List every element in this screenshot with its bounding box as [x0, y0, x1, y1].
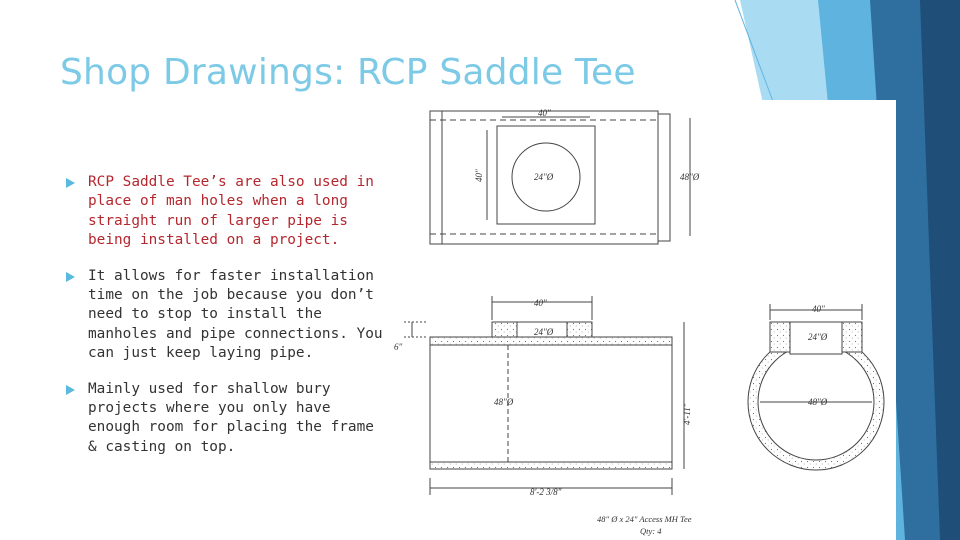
side-pipe-dia-dim: 48"Ø — [494, 397, 514, 407]
drawing-caption-qty: Qty: 4 — [640, 526, 662, 536]
bullet-arrow-icon — [66, 178, 75, 188]
bullet-text: Mainly used for shallow bury projects where you only have enough room for placing the frame & casting on top. — [88, 380, 374, 455]
shop-drawing-svg — [392, 100, 896, 540]
top-pipe-dia-dim: 48"Ø — [680, 172, 700, 182]
bullet-arrow-icon — [66, 385, 75, 395]
side-view-outline — [430, 337, 672, 469]
top-view — [430, 111, 690, 244]
slide-title: Shop Drawings: RCP Saddle Tee — [60, 52, 636, 93]
bullet-arrow-icon — [66, 272, 75, 282]
top-height-dim: 40" — [474, 169, 484, 182]
bullet-item — [66, 380, 384, 458]
side-width-dim: 40" — [534, 298, 547, 308]
side-collar-height-dim: 6" — [394, 342, 403, 352]
bullet-text: RCP Saddle Tee’s are also used in place of man holes when a long straight run of larger pipe is being installed on a project. — [88, 174, 374, 249]
end-view — [748, 304, 884, 470]
side-length-dim: 8'-2 3/8" — [530, 487, 562, 497]
side-total-height-dim: 4'-11" — [682, 403, 692, 425]
side-opening-label: 24"Ø — [534, 327, 554, 337]
end-width-dim: 40" — [812, 304, 825, 314]
shop-drawing-image — [392, 100, 896, 540]
bullet-item — [66, 173, 384, 251]
bullet-list — [66, 173, 384, 473]
bullet-text: It allows for faster installation time on the job because you don’t need to stop to install the manholes and pipe connections. You can just keep laying pipe. — [88, 267, 383, 362]
top-opening-dim: 24"Ø — [534, 172, 554, 182]
drawing-caption-title: 48" Ø x 24" Access MH Tee — [597, 514, 692, 524]
bullet-item — [66, 267, 384, 364]
end-pipe-dia-dim: 48"Ø — [808, 397, 828, 407]
end-opening-label: 24"Ø — [808, 332, 828, 342]
side-view — [404, 296, 684, 495]
top-width-dim: 40" — [538, 108, 551, 118]
